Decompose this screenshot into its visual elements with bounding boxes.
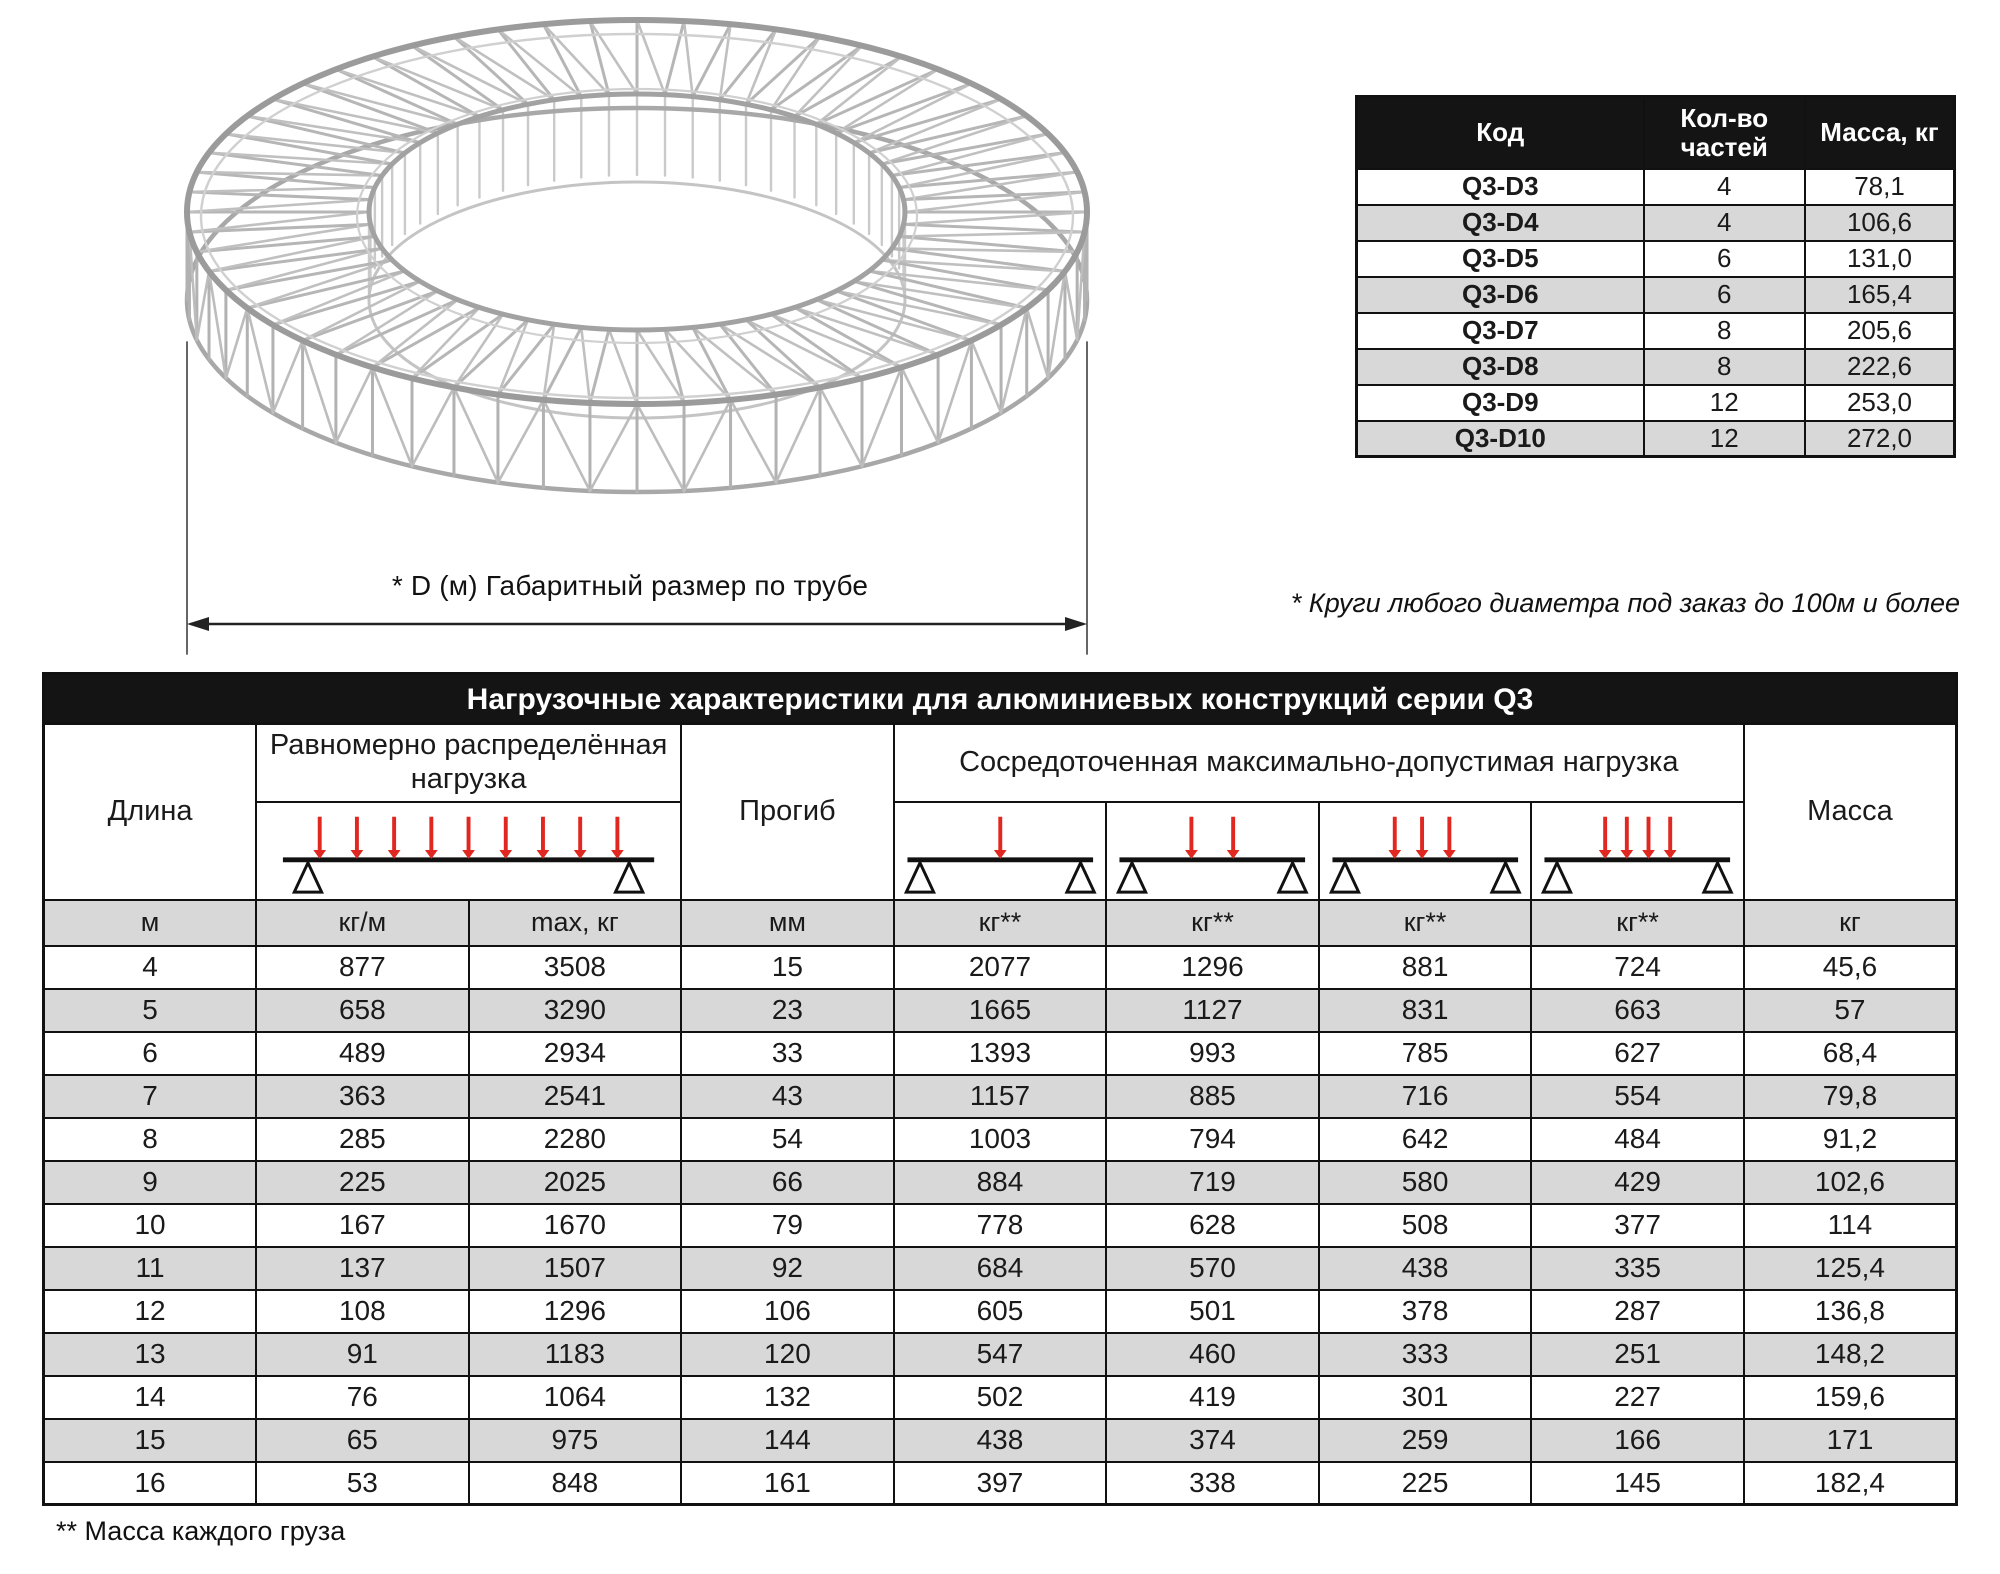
load-table-row-cell: 287 [1531, 1290, 1744, 1333]
load-table-row-cell: 251 [1531, 1333, 1744, 1376]
load-table-row [44, 1075, 1957, 1118]
load-table-row [44, 1204, 1957, 1247]
load-table-row-cell: 137 [256, 1247, 469, 1290]
diameter-caption: * D (м) Габаритный размер по трубе [391, 570, 869, 601]
load-table-row-cell: 148,2 [1744, 1333, 1957, 1376]
load-table-row-cell: 333 [1319, 1333, 1532, 1376]
load-table-row-cell: 166 [1531, 1419, 1744, 1462]
concentrated-load-1-diagram [895, 804, 1106, 898]
load-table-title: Нагрузочные характеристики для алюминиевых конструкций серии Q3 [42, 672, 1958, 722]
parts-table-row-cell: 8 [1644, 349, 1805, 385]
parts-table-row-cell: 165,4 [1805, 277, 1955, 313]
load-table-row-cell: 13 [44, 1333, 257, 1376]
load-table-row-cell: 54 [681, 1118, 894, 1161]
load-table-row-cell: 1665 [894, 989, 1107, 1032]
load-table-row-cell: 259 [1319, 1419, 1532, 1462]
load-table-row-cell: 484 [1531, 1118, 1744, 1161]
load-table-section [42, 672, 1958, 1547]
parts-table-row-cell: 12 [1644, 385, 1805, 421]
load-table-row [44, 1247, 1957, 1290]
load-table-row-cell: 145 [1531, 1462, 1744, 1505]
concentrated-load-2-diagram [1107, 804, 1318, 898]
load-table-row-cell: 91 [256, 1333, 469, 1376]
load-table-row-cell: 182,4 [1744, 1462, 1957, 1505]
load-table-row-cell: 378 [1319, 1290, 1532, 1333]
load-table-row-cell: 2280 [469, 1118, 682, 1161]
load-table-row-cell: 1296 [1106, 946, 1319, 989]
unit-cell: кг** [894, 900, 1107, 946]
truss-ring-illustration [150, 4, 1110, 664]
load-table-row [44, 1118, 1957, 1161]
custom-diameter-note: * Круги любого диаметра под заказ до 100м и более [1290, 588, 1960, 618]
parts-table-row-cell: Q3-D9 [1357, 385, 1644, 421]
mass-footnote: ** Масса каждого груза [56, 1516, 346, 1546]
load-table-row-cell: 1183 [469, 1333, 682, 1376]
load-table-row-cell: 554 [1531, 1075, 1744, 1118]
load-table-row-cell: 877 [256, 946, 469, 989]
unit-cell: мм [681, 900, 894, 946]
load-table-row-cell: 4 [44, 946, 257, 989]
load-table-row-cell: 397 [894, 1462, 1107, 1505]
load-table-row [44, 1290, 1957, 1333]
unit-cell: кг** [1319, 900, 1532, 946]
load-table-row-cell: 120 [681, 1333, 894, 1376]
load-table-row [44, 1333, 1957, 1376]
load-table-row-cell: 45,6 [1744, 946, 1957, 989]
units-row [44, 900, 1957, 946]
parts-col-code: Код [1357, 97, 1644, 169]
load-table-row-cell: 975 [469, 1419, 682, 1462]
load-table-row-cell: 1670 [469, 1204, 682, 1247]
load-table-row-cell: 2025 [469, 1161, 682, 1204]
load-table-row-cell: 438 [894, 1419, 1107, 1462]
unit-cell: кг [1744, 900, 1957, 946]
concentrated-load-3-diagram [1320, 804, 1531, 898]
load-table-row-cell: 79,8 [1744, 1075, 1957, 1118]
parts-table-row-cell: Q3-D8 [1357, 349, 1644, 385]
unit-cell: max, кг [469, 900, 682, 946]
load-table-header [44, 724, 1957, 946]
load-table-row-cell: 3508 [469, 946, 682, 989]
load-table-row-cell: 3290 [469, 989, 682, 1032]
parts-table-row [1357, 169, 1955, 205]
load-table-row-cell: 92 [681, 1247, 894, 1290]
load-table [42, 722, 1958, 1506]
load-table-row-cell: 1064 [469, 1376, 682, 1419]
parts-table-row-cell: Q3-D3 [1357, 169, 1644, 205]
load-table-row-cell: 1003 [894, 1118, 1107, 1161]
load-table-row-cell: 778 [894, 1204, 1107, 1247]
load-table-row-cell: 885 [1106, 1075, 1319, 1118]
parts-table-row [1357, 385, 1955, 421]
load-table-row [44, 989, 1957, 1032]
load-table-row-cell: 794 [1106, 1118, 1319, 1161]
col-header-mass: Масса [1744, 724, 1957, 900]
load-table-row-cell: 5 [44, 989, 257, 1032]
load-table-row-cell: 12 [44, 1290, 257, 1333]
load-table-row-cell: 831 [1319, 989, 1532, 1032]
load-table-row-cell: 642 [1319, 1118, 1532, 1161]
parts-table-row-cell: 253,0 [1805, 385, 1955, 421]
load-table-row-cell: 2934 [469, 1032, 682, 1075]
load-table-row-cell: 15 [681, 946, 894, 989]
parts-table-row-cell: Q3-D5 [1357, 241, 1644, 277]
load-table-row-cell: 136,8 [1744, 1290, 1957, 1333]
load-table-row-cell: 33 [681, 1032, 894, 1075]
load-table-row [44, 1376, 1957, 1419]
uniform-load-diagram [257, 804, 680, 898]
load-table-row-cell: 719 [1106, 1161, 1319, 1204]
load-table-row-cell: 1296 [469, 1290, 682, 1333]
load-table-row-cell: 716 [1319, 1075, 1532, 1118]
load-table-row-cell: 363 [256, 1075, 469, 1118]
load-table-row-cell: 438 [1319, 1247, 1532, 1290]
load-table-row-cell: 570 [1106, 1247, 1319, 1290]
load-table-row-cell: 167 [256, 1204, 469, 1247]
parts-table-row-cell: Q3-D10 [1357, 421, 1644, 457]
unit-cell: кг** [1106, 900, 1319, 946]
parts-table-row-cell: 222,6 [1805, 349, 1955, 385]
load-table-row-cell: 16 [44, 1462, 257, 1505]
load-table-row-cell: 171 [1744, 1419, 1957, 1462]
load-table-row-cell: 627 [1531, 1032, 1744, 1075]
load-table-row-cell: 2541 [469, 1075, 682, 1118]
load-table-row-cell: 848 [469, 1462, 682, 1505]
parts-table-row [1357, 313, 1955, 349]
load-table-row-cell: 108 [256, 1290, 469, 1333]
parts-col-count: Кол-во частей [1644, 97, 1805, 169]
unit-cell: м [44, 900, 257, 946]
load-table-row-cell: 106 [681, 1290, 894, 1333]
load-table-row [44, 1419, 1957, 1462]
load-table-row-cell: 580 [1319, 1161, 1532, 1204]
load-table-row-cell: 1507 [469, 1247, 682, 1290]
load-table-row-cell: 7 [44, 1075, 257, 1118]
load-table-row-cell: 132 [681, 1376, 894, 1419]
load-table-row-cell: 502 [894, 1376, 1107, 1419]
load-table-row-cell: 43 [681, 1075, 894, 1118]
load-table-row-cell: 11 [44, 1247, 257, 1290]
parts-col-mass: Масса, кг [1805, 97, 1955, 169]
load-table-row [44, 946, 1957, 989]
load-table-row-cell: 501 [1106, 1290, 1319, 1333]
unit-cell: кг** [1531, 900, 1744, 946]
col-header-deflection: Прогиб [681, 724, 894, 900]
load-table-row-cell: 285 [256, 1118, 469, 1161]
load-table-row-cell: 1127 [1106, 989, 1319, 1032]
load-table-row-cell: 460 [1106, 1333, 1319, 1376]
parts-table [1355, 95, 1956, 458]
load-table-row-cell: 125,4 [1744, 1247, 1957, 1290]
load-table-row-cell: 628 [1106, 1204, 1319, 1247]
col-header-concentrated-load: Сосредоточенная максимально-допустимая нагрузка [894, 724, 1744, 802]
parts-table-row-cell: 205,6 [1805, 313, 1955, 349]
load-table-row-cell: 8 [44, 1118, 257, 1161]
load-table-row-cell: 301 [1319, 1376, 1532, 1419]
load-table-row-cell: 335 [1531, 1247, 1744, 1290]
load-table-row-cell: 605 [894, 1290, 1107, 1333]
load-table-row-cell: 66 [681, 1161, 894, 1204]
load-table-row-cell: 419 [1106, 1376, 1319, 1419]
parts-table-row-cell: 4 [1644, 169, 1805, 205]
load-table-row-cell: 881 [1319, 946, 1532, 989]
load-table-row [44, 1462, 1957, 1505]
parts-table-row-cell: 4 [1644, 205, 1805, 241]
parts-table-header [1357, 97, 1955, 169]
load-table-row-cell: 1157 [894, 1075, 1107, 1118]
load-table-row-cell: 23 [681, 989, 894, 1032]
load-table-row-cell: 2077 [894, 946, 1107, 989]
parts-table-row-cell: 272,0 [1805, 421, 1955, 457]
parts-table-row-cell: Q3-D6 [1357, 277, 1644, 313]
load-table-row-cell: 884 [894, 1161, 1107, 1204]
parts-table-row [1357, 421, 1955, 457]
load-table-row-cell: 68,4 [1744, 1032, 1957, 1075]
load-table-row-cell: 161 [681, 1462, 894, 1505]
load-table-row-cell: 785 [1319, 1032, 1532, 1075]
load-table-row-cell: 79 [681, 1204, 894, 1247]
load-table-row [44, 1032, 1957, 1075]
col-header-uniform-load: Равномерно распределённая нагрузка [256, 724, 681, 802]
parts-table-row-cell: 6 [1644, 241, 1805, 277]
truss-ring-drawing [150, 4, 1110, 664]
load-table-row-cell: 374 [1106, 1419, 1319, 1462]
load-table-row-cell: 489 [256, 1032, 469, 1075]
load-table-row-cell: 57 [1744, 989, 1957, 1032]
load-table-row-cell: 76 [256, 1376, 469, 1419]
load-table-row-cell: 547 [894, 1333, 1107, 1376]
load-table-row-cell: 15 [44, 1419, 257, 1462]
load-table-row-cell: 663 [1531, 989, 1744, 1032]
concentrated-load-4-diagram [1532, 804, 1743, 898]
load-table-row-cell: 225 [256, 1161, 469, 1204]
parts-table-row-cell: 106,6 [1805, 205, 1955, 241]
load-table-row-cell: 724 [1531, 946, 1744, 989]
parts-table-body [1357, 169, 1955, 457]
load-table-row-cell: 159,6 [1744, 1376, 1957, 1419]
parts-table-row [1357, 349, 1955, 385]
load-table-row-cell: 114 [1744, 1204, 1957, 1247]
load-table-row-cell: 1393 [894, 1032, 1107, 1075]
parts-table-row-cell: 131,0 [1805, 241, 1955, 277]
parts-table-row-cell: 12 [1644, 421, 1805, 457]
parts-table-row [1357, 277, 1955, 313]
parts-table-row-cell: 78,1 [1805, 169, 1955, 205]
load-table-row-cell: 6 [44, 1032, 257, 1075]
unit-cell: кг/м [256, 900, 469, 946]
parts-table-row [1357, 241, 1955, 277]
load-table-row-cell: 91,2 [1744, 1118, 1957, 1161]
parts-table-row-cell: 8 [1644, 313, 1805, 349]
load-table-row-cell: 684 [894, 1247, 1107, 1290]
parts-table-row-cell: Q3-D7 [1357, 313, 1644, 349]
load-table-row [44, 1161, 1957, 1204]
parts-table-row-cell: 6 [1644, 277, 1805, 313]
load-table-row-cell: 338 [1106, 1462, 1319, 1505]
load-table-row-cell: 377 [1531, 1204, 1744, 1247]
load-table-row-cell: 65 [256, 1419, 469, 1462]
col-header-length: Длина [44, 724, 257, 900]
load-table-row-cell: 658 [256, 989, 469, 1032]
load-table-row-cell: 9 [44, 1161, 257, 1204]
load-table-row-cell: 429 [1531, 1161, 1744, 1204]
load-table-row-cell: 144 [681, 1419, 894, 1462]
load-table-row-cell: 993 [1106, 1032, 1319, 1075]
load-table-row-cell: 53 [256, 1462, 469, 1505]
load-table-row-cell: 102,6 [1744, 1161, 1957, 1204]
load-table-body [44, 946, 1957, 1505]
load-table-row-cell: 10 [44, 1204, 257, 1247]
parts-table-row-cell: Q3-D4 [1357, 205, 1644, 241]
load-table-row-cell: 225 [1319, 1462, 1532, 1505]
load-table-row-cell: 227 [1531, 1376, 1744, 1419]
load-table-row-cell: 508 [1319, 1204, 1532, 1247]
load-table-row-cell: 14 [44, 1376, 257, 1419]
parts-table-row [1357, 205, 1955, 241]
